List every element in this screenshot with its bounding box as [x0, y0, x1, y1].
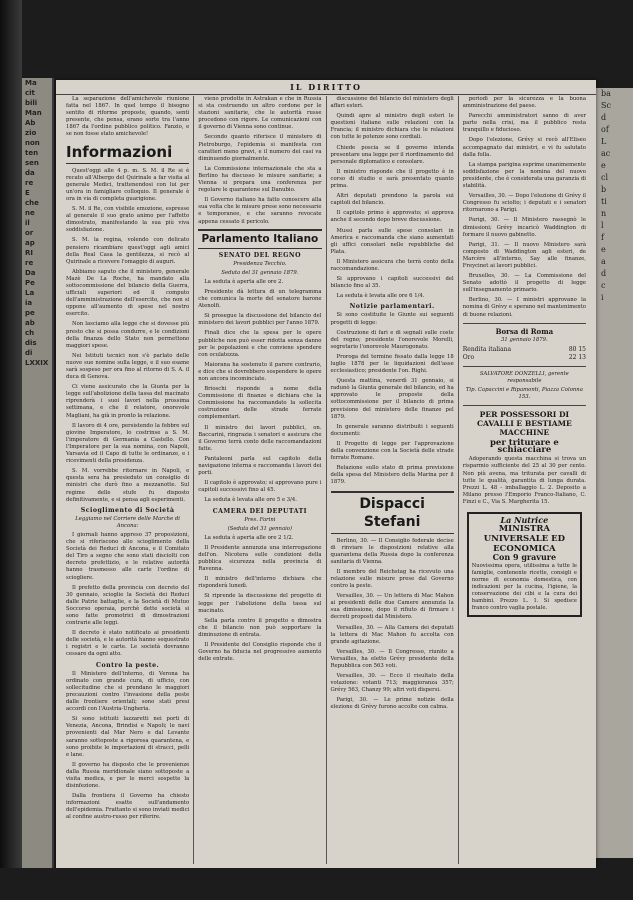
section-dispacci-stefani: Dispacci Stefani — [331, 491, 454, 534]
page-fragment: di — [25, 349, 33, 357]
page-fragment: Ma — [25, 79, 37, 87]
page-fragment: or — [25, 229, 34, 237]
presidency-senato: Presidenza Tecchio. — [233, 260, 287, 267]
borsa-row — [463, 346, 586, 354]
paragraph: Questa mattina, venerdì 31 gennaio, si radunò la Giunta generale del bilancio, ed ha approvato le proposte della sottocommissione per il bilancio di prima previsione del ministero delle finanze pel 1879. — [330, 378, 454, 420]
column-2 — [194, 96, 326, 864]
page-fragment: ne — [25, 209, 35, 217]
paragraph: Relazione sullo stato di prima previsione della spesa del Ministero della Marina per il 1879. — [330, 465, 454, 486]
borsa-heading: Borsa di Roma — [495, 326, 554, 336]
page-fragment: f — [601, 233, 604, 242]
page-fragment: ch — [25, 329, 35, 337]
paragraph: Il lavoro di 4 ore, persistendo la febbre sul giovine Imperatore, lo costrinse a S. M. l'imperatore di Germania a Castello. Con l'Imperatore per la sua nomina, con Napoli, Varsavia ed il Capo di tutte le ordinanze, e i ricevimenti della presidenza. — [66, 422, 190, 465]
paragraph: periodi per la sicurezza e la buona amministrazione del paese. — [462, 96, 586, 110]
page-fragment: a — [601, 257, 606, 266]
paragraph: Si approvano i capitoli successivi del bilancio fino al 35. — [330, 276, 454, 290]
paragraph: Il decreto è stato notificato ai presidenti delle società, e le autorità hanno sequestrato i registri e le carte. Le società dovranno cessare da ogni atto. — [66, 630, 190, 658]
page-fragment: zio — [25, 129, 37, 137]
page-fragment: dis — [25, 339, 37, 347]
page-fragment: non — [25, 139, 40, 147]
col1-paragraphs-2 — [66, 532, 189, 659]
session-camera: (Seduta del 31 gennaio) — [227, 525, 293, 532]
col3-dispatches — [331, 538, 454, 712]
paragraph: Bruxelles, 30. — La Commissione del Senato adottò il progetto di legge sull'insegnamento primario. — [462, 273, 586, 294]
paragraph: Il capitolo è approvato; si approvano pure i capitoli successivi fino al 45. — [198, 480, 322, 494]
col2-paragraphs-top — [198, 96, 321, 226]
divider — [463, 405, 586, 406]
paragraph: Il Ministero dell'interno, di Verona ha ordinato con grande cura, di ufficio, con sollecitudine che si prendano le maggiori precauzioni contro l'invasione della peste dalle frontiere orientali; sono stati presi accordi con l'Austria-Ungheria. — [66, 670, 190, 713]
col1-paragraphs — [66, 168, 189, 504]
page-fragment: ti — [601, 197, 607, 206]
page-fragment: bili — [25, 99, 38, 107]
bottom-dark-margin — [0, 868, 633, 900]
ad-subtitle: per triturare e schiacciare — [489, 438, 559, 456]
paragraph: Berlino, 30. — I ministri approvano la nomina di Grévy e sperano nel mantenimento di buone relazioni. — [462, 297, 586, 318]
page-fragment: L — [601, 137, 607, 146]
borsa-label: Oro — [462, 353, 475, 361]
scan-edge-left — [0, 0, 22, 900]
paragraph: Parigi, 31. — Il nuovo Ministero sarà composto di Waddington agli esteri, de Marcère all'interno, Say alle finanze, Freycinet ai lavori pubblici. — [462, 241, 586, 269]
borsa-date: 31 gennaio 1879. — [501, 336, 548, 343]
paragraph: La Commissione internazionale che sta a Berlino ha discusso le misure sanitarie; a Vienna si prepara una conferenza per regolare le quarantene sul Danubio. — [198, 165, 322, 194]
paragraph: Il Presidente annunzia una interrogazione dell'on. Nicotera sulle condizioni della pubblica sicurezza nella provincia di Ravenna. — [198, 544, 322, 573]
paragraph: Il capitolo primo è approvato; si approva anche il secondo dopo breve discussione. — [330, 210, 454, 224]
previous-page-edge — [22, 78, 54, 868]
column-3 — [327, 96, 459, 864]
divider — [463, 366, 586, 367]
page-fragment: l — [601, 221, 604, 230]
ad-box-line1: La Nutrice — [500, 515, 549, 526]
page-fragment: Pe — [25, 279, 35, 287]
paragraph: Versailles, 30. — Alla Camera dei deputati la lettera di Mac Mahon fu accolta con grande agitazione. — [330, 624, 454, 645]
paragraph: Nei Istituti tecnici non s'è parlato delle nuove sue nomine sulla legge, e il suo esame sarà sospeso per ora fino al ritorno di S. A. il duca di Genova. — [66, 352, 190, 381]
subhead-notizie-parlamentari: Notizie parlamentari. — [349, 303, 435, 311]
presidency-camera: Pres. Farini — [244, 516, 276, 523]
columns — [62, 96, 590, 864]
paragraph: La seduta è levata alle ore 5 e 3/4. — [204, 497, 297, 504]
newspaper-page — [56, 80, 596, 870]
paragraph: Dalla frontiera il Governo ha chiesto informazioni esatte sull'andamento dell'epidemia. Frattanto si sono inviati medici al confine austro-russo per riferire. — [66, 793, 190, 821]
paragraph: Versailles, 30. — Ecco il risultato della votazione: votanti 713; maggioranza 357; Grévy 563, Chanzy 99; altri voti dispersi. — [330, 673, 454, 694]
borsa-value: 80 15 — [568, 345, 586, 353]
editor-line: SALVATORE DONZELLI, gerente responsabile — [479, 370, 569, 384]
intro-paragraph: La separazione dell'amichevole riunione fatta nel 1867. In quel tempo il bisogno sentito di riforme proposte, quando, senti presente, che pensa, erano sorte tra l'anno 1867 da l'ordine pubblico politico. Fanzio, e se non fosse stato amichevole! — [66, 96, 190, 138]
page-fragment: cit — [25, 89, 35, 97]
printer-line: Tip. Capaccini e Ripamonti, Piazza Colonna 153. — [465, 387, 583, 401]
paragraph: Berlino, 30. — Il Consiglio federale decise di rinviare le disposizioni relative alla quarantena della Russia dopo la conferenza sanitaria di Vienna. — [330, 537, 454, 565]
col1-paragraphs-3 — [66, 671, 189, 822]
paragraph: Si riprende la discussione del progetto di legge per l'abolizione della tassa sul macinato. — [198, 593, 322, 614]
paragraph: Sella parla contro il progetto e dimostra che il bilancio non può sopportare la diminuzione di entrata. — [198, 617, 322, 638]
page-fragment: RI — [25, 249, 33, 257]
paragraph: La seduta è levata alle ore 6 1/4. — [336, 293, 425, 300]
paragraph: Si sono costituite le Giunte sui seguenti progetti di legge: — [330, 312, 454, 326]
paragraph: La seduta è aperta alle ore 2 1/2. — [204, 534, 294, 541]
page-fragment: LXXIX — [25, 359, 49, 367]
subhead-peste: Contro la peste. — [96, 661, 160, 669]
page-fragment: d — [601, 113, 607, 122]
ad-box-body: Nuovissima opera, utilissima a tutte le famiglie, contenente ricette, consigli e norme di economia domestica, con indicazioni per la cucina, l'igiene, la conservazione dei cibi e la cura dei bambini. Prezzo L. 1. Si spedisce franco contro vaglia postale. — [471, 563, 577, 612]
next-page-fragments — [595, 88, 633, 304]
paragraph: Il Ministero assicura che terrà conto della raccomandazione. — [330, 258, 454, 272]
paragraph: Parecchi amministratori sanno di aver parte nella crisi, ma il pubblico resta tranquillo e fiducioso. — [462, 113, 586, 134]
page-fragment: Da — [25, 269, 36, 277]
paragraph: Il ministro dei lavori pubblici, on. Baccarini, ringrazia i senatori e assicura che il Governo terrà conto delle raccomandazioni fatte. — [198, 424, 322, 452]
page-fragment: re — [25, 179, 34, 187]
page-fragment: d — [601, 269, 607, 278]
paragraph: S. M. la regina, volendo con delicato pensiero ricambiare quest'oggi agli amici della Real Casa la gentilezza, si recò al Quirinale a ricevere l'omaggio di auguri. — [66, 237, 190, 265]
paragraph: Parigi, 30. — Il Ministero rassegnò le dimissioni; Grévy incaricò Waddington di formare il nuovo gabinetto. — [462, 217, 586, 238]
paragraph: Il Progetto di legge per l'approvazione della convenzione con la Società delle strade ferrate Romane. — [330, 440, 454, 462]
page-fragment: Ab — [25, 119, 36, 127]
subhead-scioglimento: Scioglimento di Società — [80, 506, 175, 514]
page-fragment: sen — [25, 159, 39, 167]
paragraph: Secondo quanto riferisce il ministero di Pietroburgo, l'epidemia si manifesta con caratteri meno gravi, e il numero dei casi va diminuendo giornalmente. — [198, 134, 322, 162]
subhead-senato: SENATO DEL REGNO — [218, 251, 301, 259]
page-fragment: che — [25, 199, 39, 207]
page-fragment: c — [601, 281, 606, 290]
session-senato: Seduta del 31 gennaio 1879. — [221, 269, 299, 276]
paragraph: La stampa parigina esprime unanimemente soddisfazione per la nomina del nuovo presidente, che è considerata una garanzia di stabilità. — [462, 161, 586, 190]
col2-paragraphs — [198, 279, 321, 505]
paragraph: Costruzione di fari e di segnali sulle coste del regno; presidente l'onorevole Morelli, segretario l'onorevole Maurogonato. — [330, 329, 454, 350]
page-fragment: n — [601, 209, 607, 218]
paragraph: Dopo l'elezione, Grévy si recò all'Eliseo accompagnato dai ministri, e vi fu salutato dalla folla. — [462, 137, 586, 158]
page-fragment: ap — [25, 239, 35, 247]
page-fragment: ia — [25, 299, 33, 307]
paragraph: In generale saranno distribuiti i seguenti documenti: — [330, 423, 454, 437]
borsa-row — [463, 354, 586, 362]
page-fragment: il — [25, 219, 30, 227]
paragraph: Non lasciamo alla legge che si dovesse più presto che si possa condurre, e le condizioni della finanza dello Stato non permettono maggiori spese. — [66, 321, 190, 349]
paragraph: Il Governo italiano ha fatto conoscere alla sua volta che le misure prese sono necessarie e temporanee, e che saranno revocate appena cessato il pericolo. — [198, 197, 322, 225]
col4-paragraphs — [463, 96, 586, 319]
col3-paragraphs-2 — [331, 312, 454, 486]
page-fragment: da — [25, 169, 35, 177]
paragraph: Il membro del Reichstag ha ricevuto una relazione sulle misure prese dal Governo contro la peste. — [330, 568, 454, 590]
masthead: IL DIRITTO — [56, 80, 596, 95]
subhead-camera: CAMERA DEI DEPUTATI — [212, 507, 308, 515]
section-parlamento: Parlamento Italiano — [198, 229, 321, 249]
paragraph: S. M. vorrebbe ritornare in Napoli, e questa sera ha presieduto un consiglio di ministri che durò fino a mezzanotte. Sul regime delle stufe fu disposto definitivamente, e si pensa agli esperimenti. — [66, 468, 190, 503]
page-fragment: e — [601, 245, 606, 254]
paragraph: Parigi, 30. — Le prime notizie della elezione di Grévy furono accolte con calma. — [330, 697, 454, 711]
paragraph: S. M. il Re, con visibile emozione, espresse al generale il suo grato animo per l'affetto dimostrato, manifestando la sua più viva soddisfazione. — [66, 206, 190, 234]
paragraph: Mussi parla sulle spese consolari in America e raccomanda che siano aumentati gli uffici consolari nelle repubbliche del Plata. — [330, 227, 454, 255]
paragraph: Versailles, 30. — Un lettera di Mac Mahon ai presidenti delle due Camere annunzia la sua dimissione, dopo il rifiuto di firmare i decreti proposti dal Ministero. — [330, 593, 454, 621]
paragraph: Chiede poscia se il governo intenda presentare una legge per il riordinamento del personale diplomatico e consolare. — [330, 144, 454, 165]
page-fragment: i — [601, 293, 604, 302]
paragraph: Proroga del termine fissato dalla legge 18 luglio 1878 per le liquidazioni dell'asse ecclesiastico; presidente l'on. Righi. — [330, 353, 454, 375]
page-fragment: La — [25, 289, 35, 297]
next-page-edge — [593, 88, 633, 858]
paragraph: Altri deputati prendono la parola sui capitoli del bilancio. — [330, 193, 454, 207]
paragraph: Presidente dà lettura di un telegramma che comunica la morte del senatore barone Atenolfi. — [198, 288, 322, 310]
paragraph: Si sono istituiti lazzaretti nei porti di Venezia, Ancona, Brindisi e Napoli; le navi provenienti dal Mar Nero e dal Levante saranno sottoposte a rigorosa quarantena, e sono proibite le importazioni di stracci, pelli e lane. — [66, 716, 190, 758]
borsa-table — [463, 346, 586, 362]
ad-body: Adoperando questa macchina si trova un risparmio sufficiente del 25 al 30 per cento. Non più avena, ma triturata per cavalli di tutte le qualità, garantita di lunga durata. Prezzi L. 48 - imballaggio L. 2. Deposito a Milano presso l'Emporio Franco-Italiano, C. Finzi e C., Via S. Margherita 15. — [462, 456, 586, 505]
paragraph: Il Presidente del Consiglio risponde che il Governo ha fiducia nel progressivo aumento delle entrate. — [198, 642, 322, 663]
paragraph: Si prosegue la discussione del bilancio del ministero dei lavori pubblici per l'anno 1879. — [198, 313, 322, 327]
paragraph: Finali dice che la spesa per le opere pubbliche non può esser ridotta senza danno per le popolazioni e che conviene spendere con oculatezza. — [198, 330, 322, 358]
page-fragment: ba — [601, 89, 611, 98]
paragraph: Pantaleoni parla sul capitolo della navigazione interna e raccomanda i lavori dei porti. — [198, 455, 322, 477]
paragraph: Il ministro risponde che il progetto è in corso di studio e sarà presentato quanto prima. — [330, 168, 454, 190]
paragraph: vieno prodotte in Astrakan e che in Russia si sta costruendo un altro cordone per le stazioni sanitarie, che le autorità russe procedono con rigore. Le comunicazioni con il governo di Vienna sono continue. — [198, 96, 322, 131]
paragraph: Il prefetto della provincia con decreto del 30 gennaio, scioglie la Società dei Reduci dalle Patrie battaglie, e la Società di Mutuo Soccorso operaia, perchè dette società si sono fatte promotrici di dimostrazioni contrarie alle leggi. — [66, 584, 190, 627]
advertisement-box — [467, 512, 582, 617]
headline-informazioni: Informazioni — [66, 143, 189, 164]
center-note: Leggiamo nel Corriere delle Marche di Ancona: — [75, 515, 180, 529]
paragraph: Ci viene assicurato che la Giunta per la legge sull'abolizione della tassa del macinato riprenderà i suoi lavori nella prossima settimana, e che il relatore, onorevole Magliani, ha già in pronto la relazione. — [66, 384, 190, 419]
ad-box-line3: Con 9 gravure — [492, 552, 557, 563]
paragraph: Versailles, 30. — Il Congresso, riunito a Versailles, ha eletto Grévy presidente della Repubblica con 563 voti. — [330, 648, 454, 669]
paragraph: Maiorana ha sostenuto il parere contrario, e dice che si dovrebbero sospendere le opere non ancora incominciate. — [198, 361, 322, 382]
paragraph: Quindi apre al ministro degli esteri le questioni italiane sulle relazioni con la Francia; il ministro dichiara che le relazioni con tutte le potenze sono cordiali. — [330, 113, 454, 141]
paragraph: Quest'oggi alle 4 p. m. S. M. il Re si è recato all'Albergo del Quirinale a far visita al generale Medici, trattenendosi con lui per un'ora in famigliare colloquio. Il generale è ora in via di completa guarigione. — [66, 167, 190, 202]
paragraph: Abbiamo saputo che il ministero, generale Mazè De La Roche, ha mandato alla sottocommissione del bilancio della Guerra, ufficiali superiori ed il computo dell'amministrazione dell'esercito, che non si oppone all'aumento di spese nel nostro esercito. — [66, 268, 190, 318]
paragraph: Brioschi risponde a nome della Commissione di finanze e dichiara che la Commissione ha raccomandato la sollecita costruzione delle strade ferrate complementari. — [198, 386, 322, 421]
page-fragment: Sc — [601, 101, 611, 110]
paragraph: Il ministro dell'interno dichiara che risponderà lunedì. — [198, 576, 322, 590]
page-fragment: b — [601, 185, 607, 194]
page-fragment: E — [25, 189, 30, 197]
page-fragment: ten — [25, 149, 39, 157]
paragraph: I giornali hanno appreso 37 proposizioni, che si riferiscono allo scioglimento della Società dei Reduci di Ancona, e il Comitato del Tiro a segno che sono stati disciolti con decreto prefettizio, e le relative autorità hanno trasmesso alle carte l'ordine di sciogliere. — [66, 531, 190, 581]
col2-paragraphs-2 — [198, 535, 321, 664]
ad-title: PER POSSESSORI DI CAVALLI E BESTIAME MACCHINE — [476, 410, 572, 438]
column-1 — [62, 96, 194, 864]
col3-paragraphs — [331, 96, 454, 300]
page-fragment: cl — [601, 173, 609, 182]
paragraph: Il governo ha disposto che le provenienze dalla Russia meridionale siano sottoposte a visita medica, e per le merci sospette la disinfezione. — [66, 761, 190, 790]
column-4 — [459, 96, 590, 864]
borsa-label: Rendita italiana — [462, 345, 512, 353]
ad-box-line2: MINISTRA UNIVERSALE ED ECONOMICA — [483, 524, 566, 555]
page-fragment: pe — [25, 309, 35, 317]
page-fragment: ab — [25, 319, 35, 327]
divider — [463, 323, 586, 324]
page-fragment: re — [25, 259, 34, 267]
paragraph: discussione del bilancio del ministero degli affari esteri. — [330, 96, 454, 110]
page-fragment: of — [601, 125, 609, 134]
paragraph: Versailles, 30. — Dopo l'elezione di Grévy il Congresso fu sciolto; i deputati e i senatori ritornarono a Parigi. — [462, 193, 586, 214]
paragraph: La seduta è aperta alle ore 2. — [204, 278, 284, 285]
borsa-value: 22 13 — [568, 353, 586, 361]
page-fragment: Man — [25, 109, 42, 117]
page-fragment: ac — [601, 149, 611, 158]
page-fragment: e — [601, 161, 606, 170]
previous-page-fragments — [22, 78, 52, 368]
